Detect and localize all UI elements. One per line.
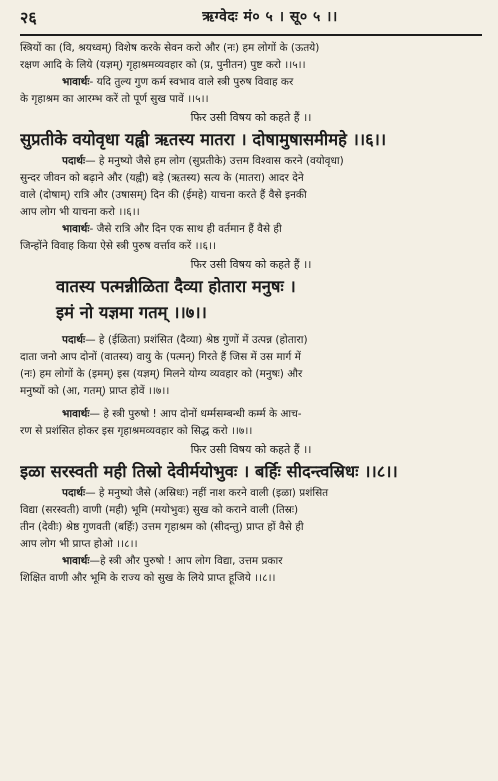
line-text: वाले (दोषाम्) रात्रि और (उषासम्) दिन की (ईमहे) याचना करते हैं वैसे इनकी [20,189,307,201]
line-text: सुन्दर जीवन को बढ़ाने और (यह्वी) बड़े (ऋतस्य) सत्य के (मातरा) आदर देने [20,172,304,184]
text-line [20,170,482,187]
text-line [20,332,482,349]
line-text: — हे मनुष्यो जैसे हम लोग (सुप्रतीके) उत्तम विश्वास करने (वयोवृधा) [85,155,344,167]
mantra-line [20,459,482,485]
line-text: — हे (ईळिता) प्रशंसित (दैव्या) श्रेष्ठ गुणों में उत्पन्न (होतारा) [85,334,308,346]
section-label: पदार्थः [62,487,86,499]
section-heading [20,108,482,127]
line-text: फिर उसी विषय को कहते हैं ।। [190,443,312,456]
text-line [20,485,482,502]
line-text: स्त्रियों का (वि, श्रयध्वम्) विशेष करके सेवन करो और (नः) हम लोगों के (ऊतये) [20,42,320,54]
running-title: ऋग्वेदः मं० ५ । सू० ५ ।। [202,9,338,25]
page-body [20,40,482,587]
text-line [20,349,482,366]
text-line [20,57,482,74]
section-heading [20,440,482,459]
line-text: (नः) हम लोगों के (इमम्) इस (यज्ञम्) मिलने योग्य व्यवहार को (मनुषः) और [20,368,303,380]
text-line [20,553,482,570]
header-rule [20,34,482,36]
section-label: भावार्थः [62,76,90,88]
mantra-line [20,300,482,326]
line-text: फिर उसी विषय को कहते हैं ।। [190,258,312,271]
text-line [20,366,482,383]
page-number: २६ [20,8,37,27]
line-text: इळा सरस्वती मही तिस्रो देवीर्मयोभुवः । बर्हिः सीदन्त्वस्रिधः ।।८।। [20,462,398,481]
line-text: — हे स्त्री पुरुषो ! आप दोनों धर्म्मसम्बन्धी कर्म्म के आच- [89,408,302,420]
line-text: के गृहाश्रम का आरम्भ करें तो पूर्ण सुख पावें ।।५।। [20,93,209,105]
text-line [20,221,482,238]
text-line [20,570,482,587]
line-text: आप लोग भी प्राप्त होओ ।।८।। [20,538,138,550]
line-text: इमं नो यज्ञमा गतम् ।।७।। [56,303,207,322]
text-line [20,187,482,204]
text-line [20,91,482,108]
line-text: वातस्य पत्मन्नीळिता दैव्या होतारा मनुषः । [56,277,296,296]
text-line [20,519,482,536]
line-text: रक्षण आदि के लिये (यज्ञम्) गृहाश्रमव्यवहार को (प्र, पुनीतन) पुष्ट करो ।।५।। [20,59,306,71]
section-label: पदार्थः [62,155,86,167]
text-line [20,383,482,400]
text-line [20,204,482,221]
line-text: आप लोग भी याचना करो ।।६।। [20,206,140,218]
line-text: - यदि तुल्य गुण कर्म स्वभाव वाले स्त्री पुरुष विवाह कर [89,76,294,88]
line-text: दाता जनो आप दोनों (वातस्य) वायु के (पत्मन्) गिरते हैं जिस में उस मार्ग में [20,351,301,363]
line-text: —हे स्त्री और पुरुषो ! आप लोग विद्या, उत्तम प्रकार [89,555,283,567]
text-line [20,536,482,553]
line-text: फिर उसी विषय को कहते हैं ।। [190,111,312,124]
section-heading [20,255,482,274]
mantra-line [20,127,482,153]
line-text: - जैसे रात्रि और दिन एक साथ ही वर्तमान हैं वैसे ही [89,223,282,235]
text-line [20,238,482,255]
line-text: सुप्रतीके वयोवृधा यह्वी ऋतस्य मातरा । दोषामुषासमीमहे ।।६।। [20,130,387,149]
text-line [20,406,482,423]
mantra-line [20,274,482,300]
text-line [20,153,482,170]
line-text: शिक्षित वाणी और भूमि के राज्य को सुख के लिये प्राप्त हूजिये ।।८।। [20,572,276,584]
line-text: — हे मनुष्यो जैसे (अस्रिधः) नहीं नाश करने वाली (इळा) प्रशंसित [85,487,329,499]
text-line [20,423,482,440]
line-text: विद्या (सरस्वती) वाणी (मही) भूमि (मयोभुवः) सुख को कराने वाली (तिस्रः) [20,504,299,516]
page-header [0,0,498,36]
line-text: मनुष्यों को (आ, गतम्) प्राप्त होवें ।।७।। [20,385,170,397]
text-line [20,40,482,57]
section-label: भावार्थः [62,555,90,567]
text-line [20,74,482,91]
section-label: पदार्थः [62,334,86,346]
line-text: जिन्होंने विवाह किया ऐसे स्त्री पुरुष वर्त्ताव करें ।।६।। [20,240,216,252]
text-line [20,502,482,519]
section-label: भावार्थः [62,223,90,235]
section-label: भावार्थः [62,408,90,420]
line-text: तीन (देवीः) श्रेष्ठ गुणवती (बर्हिः) उत्तम गृहाश्रम को (सीदन्तु) प्राप्त हों वैसे ही [20,521,304,533]
line-text: रण से प्रशंसित होकर इस गृहाश्रमव्यवहार को सिद्ध करो ।।७।। [20,425,253,437]
